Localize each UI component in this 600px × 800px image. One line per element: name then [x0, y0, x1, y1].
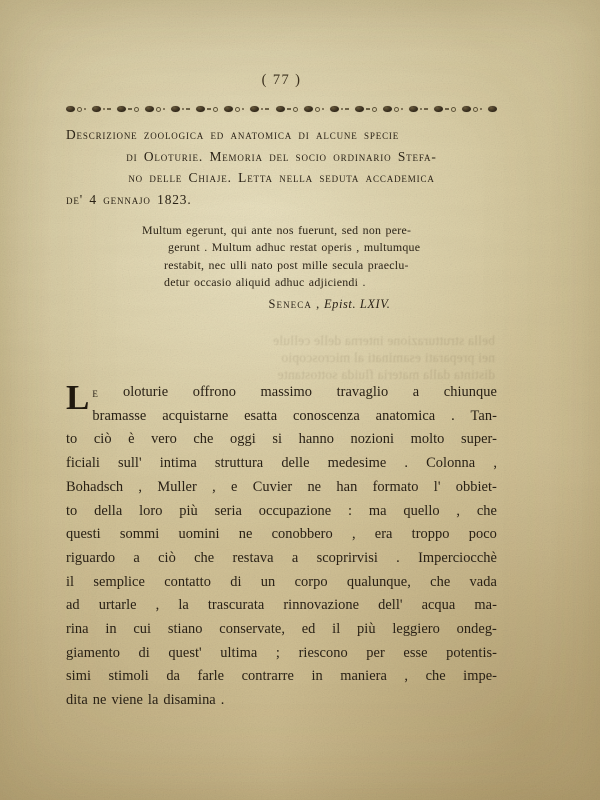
body-word: trascurata — [207, 597, 265, 614]
ornament-separator-icon — [424, 108, 428, 109]
ornament-separator-icon — [128, 108, 132, 109]
ornament-bead-icon — [383, 106, 392, 113]
show-through-line-2: nei preparati esaminati al microscopio — [281, 350, 495, 365]
body-word: contatto — [164, 573, 211, 590]
article-title — [66, 124, 497, 210]
body-word: un — [260, 573, 276, 590]
body-word: hanno — [298, 431, 335, 448]
ornament-separator-icon — [451, 107, 456, 112]
ornament-separator-icon — [315, 107, 320, 112]
body-word: a — [291, 549, 299, 566]
body-word: il — [66, 573, 75, 590]
ornament-separator-icon — [372, 107, 377, 112]
body-word: qualunque, — [346, 573, 411, 590]
body-word: super- — [460, 431, 497, 448]
attribution-author: Seneca , — [268, 297, 321, 311]
body-word: ne — [307, 478, 322, 495]
body-word: che — [193, 431, 214, 448]
body-word: ; — [275, 644, 280, 661]
ornament-bead-icon — [171, 106, 180, 113]
body-word: ne — [92, 692, 107, 709]
body-word: molto — [410, 431, 445, 448]
ornament-separator-icon — [345, 108, 349, 109]
body-word: da — [166, 668, 180, 685]
body-word: acqua — [421, 597, 456, 614]
body-word: vada — [469, 573, 497, 590]
ornament-separator-icon — [261, 108, 263, 110]
body-word: più — [179, 502, 198, 519]
body-word: ed — [301, 621, 316, 638]
ornament-bead-unit — [330, 106, 349, 113]
body-word: : — [348, 502, 353, 519]
body-word: ondeg- — [456, 621, 497, 638]
ornament-bead-unit — [383, 106, 403, 113]
ornament-bead-unit — [196, 106, 218, 113]
ornament-bead-icon — [92, 106, 101, 113]
title-line-4: de' 4 gennajo 1823. — [66, 191, 192, 207]
ornament-separator-icon — [134, 107, 139, 112]
ornament-bead-unit — [117, 106, 139, 113]
show-through-line-1: bella strutturazione interna delle cellule — [272, 333, 495, 348]
body-word: intima — [159, 455, 197, 472]
drop-cap-letter: L — [66, 378, 90, 417]
body-word: riescono — [298, 644, 348, 661]
ornament-separator-icon — [77, 107, 82, 112]
body-word: vero — [151, 431, 177, 448]
body-line — [92, 405, 497, 429]
ornament-separator-icon — [207, 108, 211, 109]
ornament-bead-icon — [434, 106, 443, 113]
epigraph-line-3: restabit, nec ulli nato post mille secula praeclu- — [164, 257, 409, 272]
body-word: scoprirvisi — [316, 549, 378, 566]
body-word: . — [220, 692, 225, 709]
body-word: , — [351, 526, 356, 543]
ornament-separator-icon — [213, 107, 218, 112]
body-word: occupazione — [258, 502, 332, 519]
body-word: potentis- — [446, 644, 497, 661]
body-word: Colonna — [426, 455, 476, 472]
body-word: questi — [66, 526, 101, 543]
ornament-separator-icon — [156, 107, 161, 112]
body-word: che — [430, 573, 451, 590]
ornament-separator-icon — [265, 108, 269, 109]
body-word: Bohadsch — [66, 478, 124, 495]
body-word: dita — [66, 692, 88, 709]
title-line-2: di Oloturie. Memoria del socio ordinario Stefa- — [126, 148, 437, 164]
body-word: dell' — [378, 597, 403, 614]
ornament-bead-unit — [409, 106, 428, 113]
body-word: troppo — [411, 526, 450, 543]
body-line — [66, 618, 497, 642]
ornament-bead-unit — [66, 106, 86, 113]
body-line — [66, 500, 497, 524]
body-word: ad — [66, 597, 80, 614]
ornament-bead-icon — [462, 106, 471, 113]
body-word: e — [231, 478, 238, 495]
body-word: la — [147, 692, 159, 709]
body-word: ultima — [220, 644, 258, 661]
body-word: uomini — [178, 526, 220, 543]
ornament-bead-icon — [224, 106, 233, 113]
body-word: la — [178, 597, 189, 614]
body-word: il — [332, 621, 341, 638]
body-word: conservate, — [219, 621, 285, 638]
body-word: semplice — [93, 573, 145, 590]
ornament-bead-icon — [409, 106, 418, 113]
body-word: bramasse — [92, 407, 147, 424]
body-line — [66, 689, 497, 713]
ornament-separator-icon — [242, 108, 244, 110]
ornament-bead-unit — [276, 106, 298, 113]
body-word: to — [66, 502, 78, 519]
body-word: obbiet- — [455, 478, 497, 495]
body-word: . — [396, 549, 400, 566]
body-word: , — [212, 478, 216, 495]
page-number-text: ( 77 ) — [261, 72, 302, 88]
epigraph-line-1: Multum egerunt, qui ante nos fuerunt, sed non pere- — [142, 223, 412, 237]
body-line — [66, 452, 497, 476]
ornament-separator-icon — [186, 108, 190, 109]
body-word: che — [425, 668, 446, 685]
body-word: seria — [214, 502, 242, 519]
body-paragraph — [66, 378, 497, 713]
body-word: corpo — [294, 573, 328, 590]
ornament-bead-unit — [355, 106, 377, 113]
body-word: stiano — [167, 621, 203, 638]
body-word: chiunque — [443, 384, 497, 400]
body-word: , — [155, 597, 160, 614]
ornament-bead-unit — [145, 106, 165, 113]
ornament-separator-icon — [84, 108, 86, 110]
body-word: esatta — [244, 407, 278, 424]
ornament-separator-icon — [480, 108, 482, 110]
body-word: han — [336, 478, 358, 495]
body-word: . — [404, 455, 409, 472]
body-word: nozioni — [350, 431, 395, 448]
body-word: cui — [133, 621, 152, 638]
body-line — [66, 523, 497, 547]
show-through-line-3: distinta dalla materia fluida sottostante — [277, 367, 495, 382]
ornament-separator-icon — [107, 108, 111, 109]
body-word: maniera — [340, 668, 387, 685]
body-word: rina — [66, 621, 89, 638]
epigraph-attribution — [66, 297, 545, 312]
title-line-3: no delle Chiaje. Letta nella seduta accademica — [128, 170, 435, 185]
body-word: oggi — [230, 431, 256, 448]
body-word: , — [456, 502, 461, 519]
ornament-separator-icon — [366, 108, 370, 109]
body-word: acquistarne — [162, 407, 229, 424]
body-word: Cuvier — [252, 478, 293, 495]
ornament-separator-icon — [445, 108, 449, 109]
attribution-reference: Epist. LXIV. — [323, 297, 391, 311]
body-word: l' — [433, 478, 441, 495]
ornament-separator-icon — [394, 107, 399, 112]
body-word: è — [128, 431, 135, 448]
body-word: sommi — [119, 526, 160, 543]
page-number — [66, 72, 497, 89]
body-word: ne — [238, 526, 253, 543]
body-word: formato — [372, 478, 419, 495]
body-word: to — [66, 431, 78, 448]
ornament-separator-icon — [103, 108, 105, 110]
body-word: leggiero — [392, 621, 440, 638]
body-word: Tan- — [470, 407, 497, 424]
body-line — [66, 428, 497, 452]
body-word: per — [366, 644, 385, 661]
ornament-separator-icon — [163, 108, 165, 110]
body-word: conoscenza — [292, 407, 360, 424]
body-word: giamento — [66, 644, 120, 661]
body-word: si — [272, 431, 283, 448]
body-word: ficiali — [66, 455, 100, 472]
body-word: viene — [111, 692, 143, 709]
body-word: quello — [403, 502, 440, 519]
body-line — [66, 476, 497, 500]
body-word: ma — [368, 502, 387, 519]
page-content — [66, 0, 497, 800]
body-word: riguardo — [66, 549, 116, 566]
ornament-separator-icon — [293, 107, 298, 112]
ornament-separator-icon — [182, 108, 184, 110]
body-word: che — [194, 549, 215, 566]
body-word: di — [230, 573, 242, 590]
body-word: della — [94, 502, 123, 519]
body-word: , — [138, 478, 143, 495]
ornament-bead-icon — [145, 106, 154, 113]
ornament-bead-unit — [92, 106, 111, 113]
body-word: a — [412, 384, 420, 400]
ornament-bead-unit — [171, 106, 190, 113]
body-word: di — [138, 644, 150, 661]
body-word: offrono — [192, 384, 236, 400]
body-line — [66, 642, 497, 666]
body-word: farle — [197, 668, 225, 685]
ornament-bead-icon — [330, 106, 339, 113]
body-word: era — [374, 526, 393, 543]
body-word: poco — [468, 526, 497, 543]
ornament-bead-icon — [196, 106, 205, 113]
ornament-separator-icon — [420, 108, 422, 110]
ornament-bead-unit — [224, 106, 244, 113]
title-line-1: Descrizione zoologica ed anatomica di alcune specie — [66, 127, 400, 142]
ornament-separator-icon — [322, 108, 324, 110]
body-word: travaglio — [336, 384, 389, 400]
body-word: rinnovazione — [283, 597, 360, 614]
ornament-bead-icon — [250, 106, 259, 113]
body-word: disamina — [163, 692, 216, 709]
epigraph-line-2: gerunt . Multum adhuc restat operis , multumque — [168, 240, 421, 255]
body-word: simi — [66, 668, 91, 685]
body-word: impe- — [463, 668, 497, 685]
body-line — [66, 594, 497, 618]
body-word: massimo — [260, 384, 313, 400]
body-word: Muller — [157, 478, 197, 495]
body-word: loro — [139, 502, 163, 519]
body-line — [66, 665, 497, 689]
ornament-bead-icon — [276, 106, 285, 113]
body-word: a — [133, 549, 140, 566]
body-word: , — [404, 668, 409, 685]
ornament-bead-unit — [304, 106, 324, 113]
epigraph-quote — [142, 222, 472, 292]
ornament-separator-icon — [401, 108, 403, 110]
body-word: delle — [281, 455, 310, 472]
body-word: medesime — [327, 455, 387, 472]
body-word: ma- — [474, 597, 497, 614]
drop-cap-small-letter: e — [92, 385, 99, 400]
body-word: conobbero — [271, 526, 333, 543]
body-word: che — [476, 502, 497, 519]
body-word: Imperciocchè — [418, 549, 497, 566]
body-word: più — [357, 621, 376, 638]
decorative-chain-rule — [66, 101, 497, 117]
ornament-bead-icon — [355, 106, 364, 113]
body-word: sull' — [117, 455, 142, 472]
body-word: in — [105, 621, 117, 638]
ornament-separator-icon — [473, 107, 478, 112]
ornament-bead-icon — [488, 106, 497, 113]
body-line — [92, 381, 497, 405]
ornament-bead-icon — [117, 106, 126, 113]
body-word: in — [311, 668, 323, 685]
ornament-bead-icon — [304, 106, 313, 113]
ornament-bead-unit — [434, 106, 456, 113]
body-word: struttura — [214, 455, 264, 472]
ornament-bead-icon — [66, 106, 75, 113]
ornament-separator-icon — [235, 107, 240, 112]
body-line — [66, 547, 497, 571]
body-line — [66, 571, 497, 595]
body-word: stimoli — [108, 668, 149, 685]
ornament-bead-unit — [488, 106, 497, 113]
body-word: urtarle — [98, 597, 137, 614]
body-word: restava — [232, 549, 274, 566]
body-word: anatomica — [375, 407, 436, 424]
body-word: . — [451, 407, 455, 424]
ornament-bead-unit — [462, 106, 482, 113]
ornament-bead-unit — [250, 106, 269, 113]
body-word: ciò — [93, 431, 112, 448]
ornament-separator-icon — [287, 108, 291, 109]
body-word: esse — [403, 644, 428, 661]
body-word: oloturie — [122, 384, 169, 400]
body-word: , — [493, 455, 497, 472]
epigraph-line-4: detur occasio aliquid adhuc adjiciendi . — [164, 275, 366, 290]
ornament-separator-icon — [341, 108, 343, 110]
body-word: quest' — [168, 644, 202, 661]
body-word: ciò — [158, 549, 176, 566]
body-word: contrarre — [241, 668, 294, 685]
